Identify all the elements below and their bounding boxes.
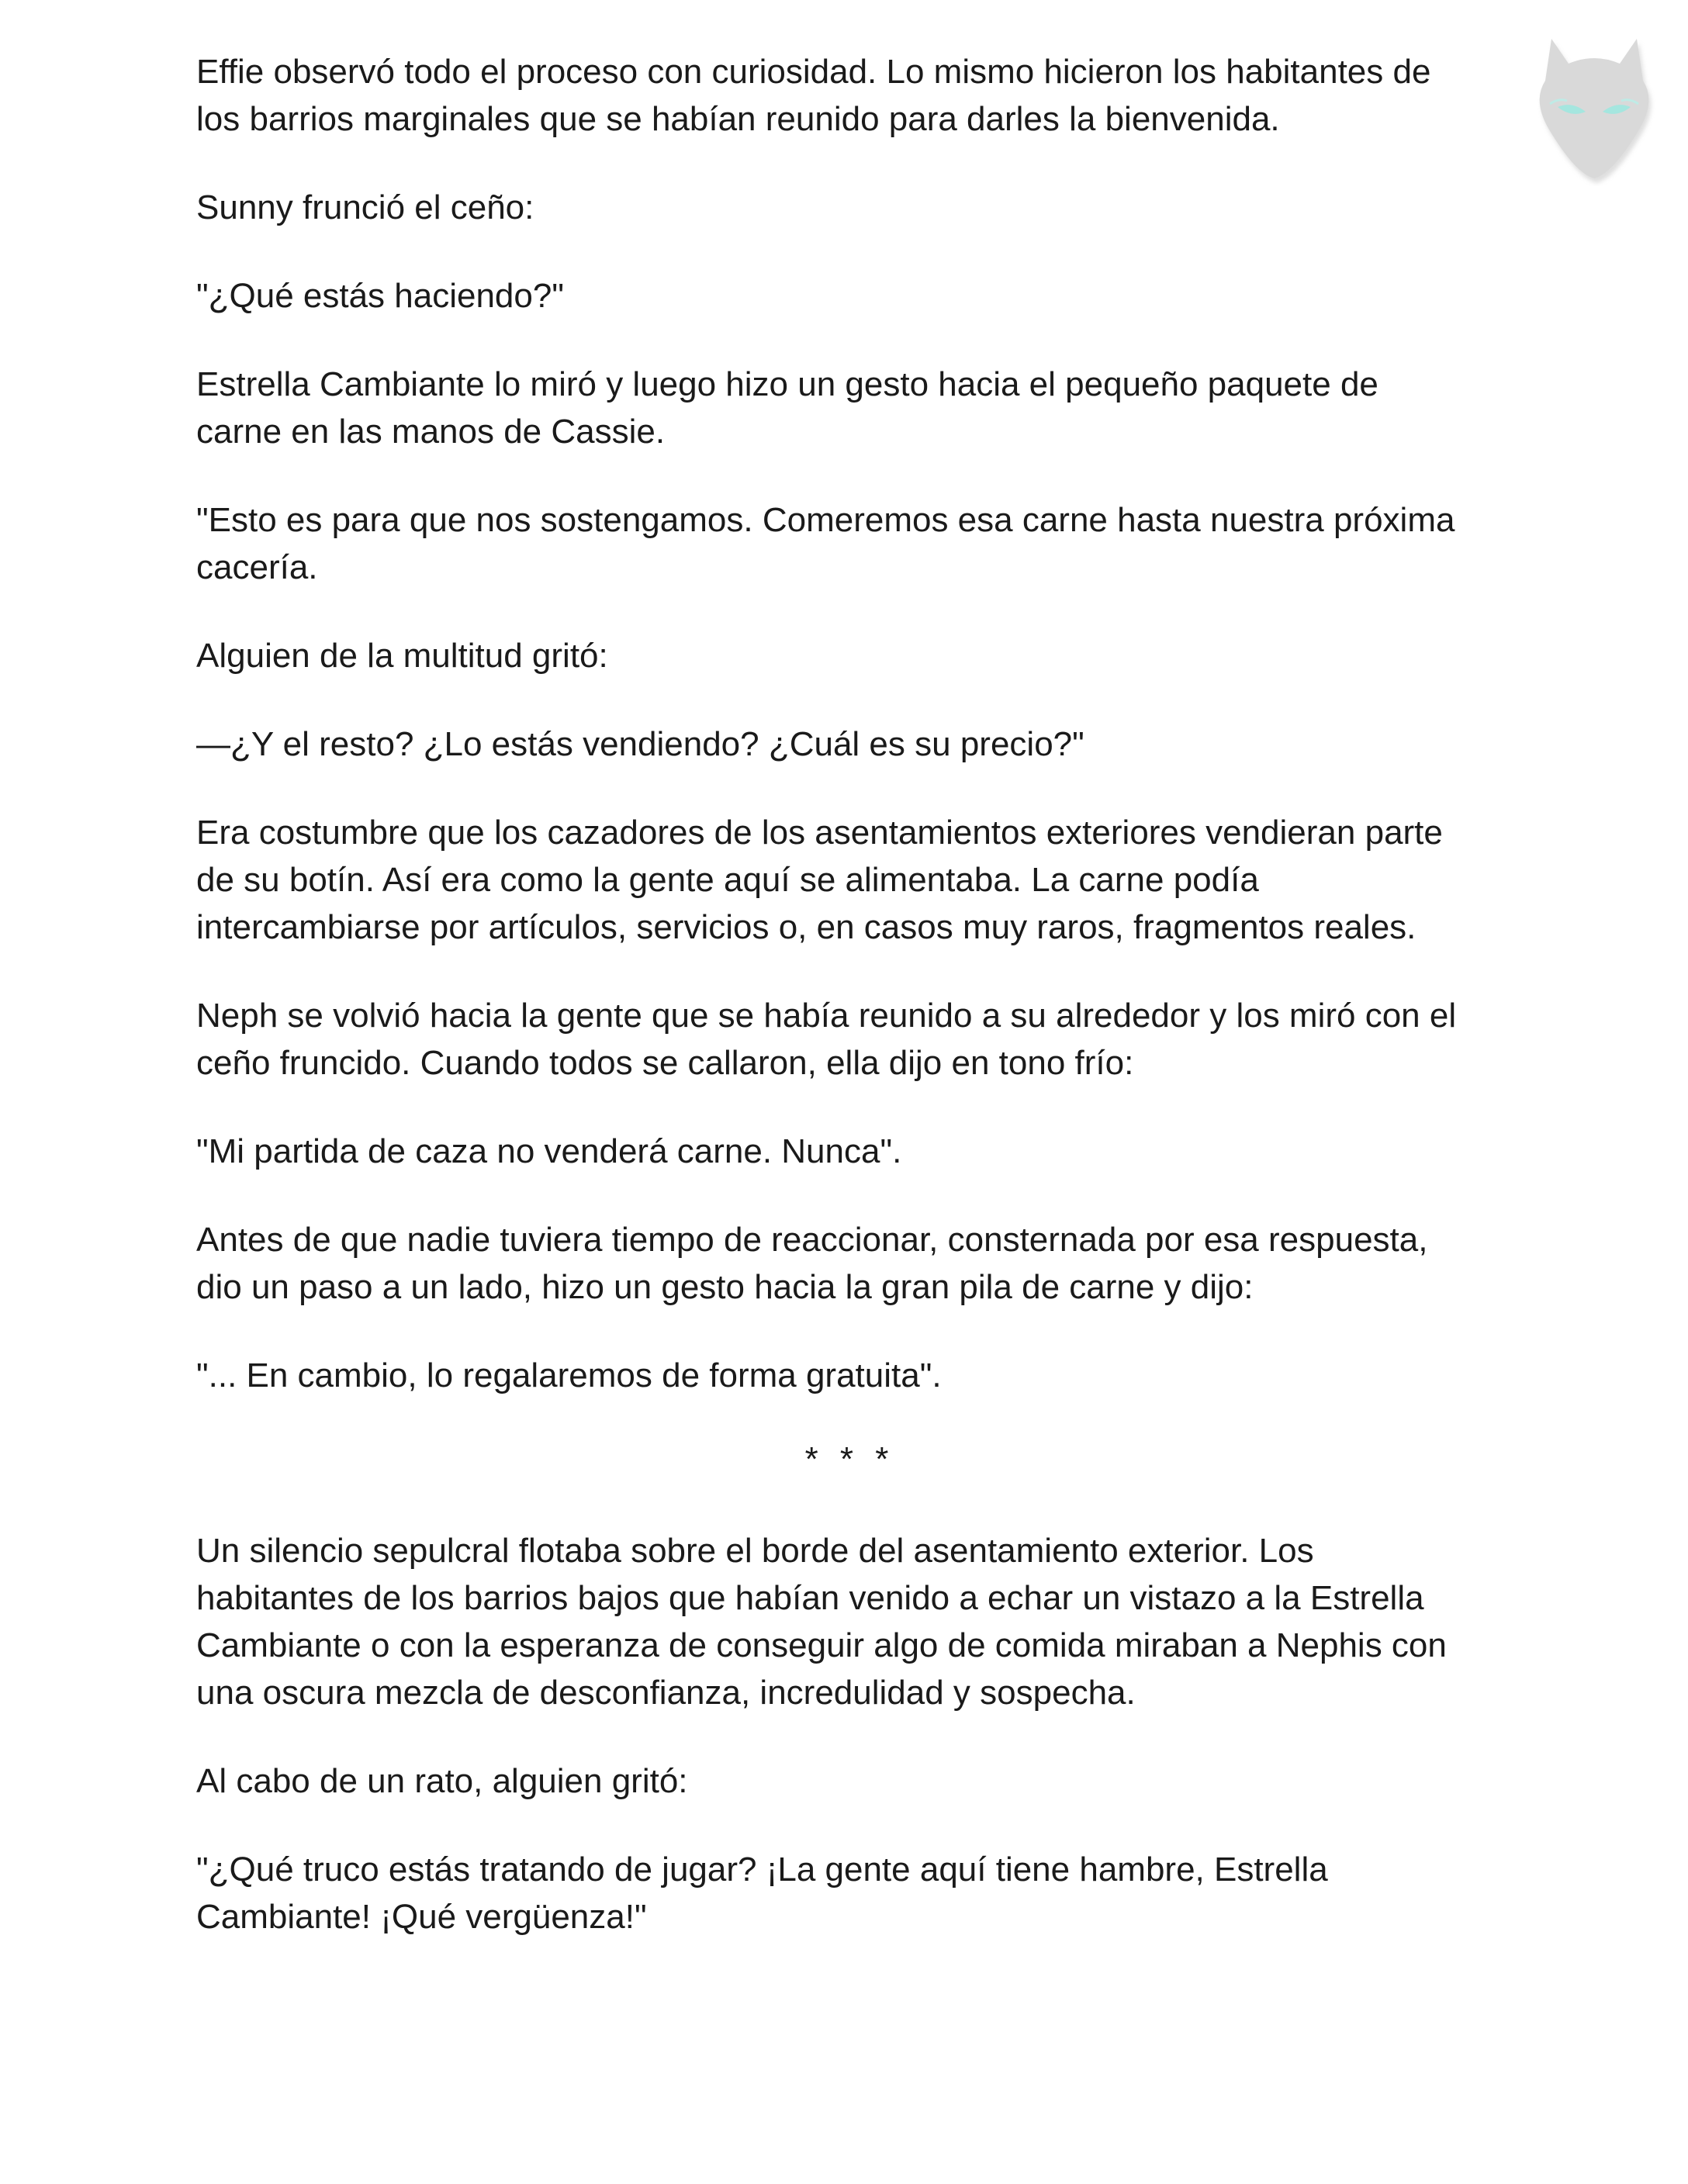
paragraph: "Esto es para que nos sostengamos. Comeremos esa carne hasta nuestra próxima cacería. xyxy=(196,501,1455,586)
paragraph: "¿Qué estás haciendo?" xyxy=(196,277,564,315)
paragraph: Estrella Cambiante lo miró y luego hizo un gesto hacia el pequeño paquete de carne en las manos de Cassie. xyxy=(196,365,1378,451)
paragraph: Un silencio sepulcral flotaba sobre el borde del asentamiento exterior. Los habitantes de los barrios bajos que habían venido a echar un vistazo a la Estrella Cambiante o con la esperanza de conseguir algo de comida miraban a Nephis con una oscura mezcla de desconfianza, incredulidad y sospecha. xyxy=(196,1532,1447,1712)
paragraph: Al cabo de un rato, alguien gritó: xyxy=(196,1762,688,1800)
demon-head-logo-icon-svg xyxy=(1520,16,1668,186)
paragraph: Era costumbre que los cazadores de los asentamientos exteriores vendieran parte de su botín. Así era como la gente aquí se alimentaba. La carne podía intercambiarse por artículos, servicios o, en casos muy raros, fragmentos reales. xyxy=(196,814,1443,946)
paragraph: Neph se volvió hacia la gente que se había reunido a su alrededor y los miró con el ceño fruncido. Cuando todos se callaron, ella dijo en tono frío: xyxy=(196,997,1457,1082)
paragraph: Antes de que nadie tuviera tiempo de reaccionar, consternada por esa respuesta, dio un paso a un lado, hizo un gesto hacia la gran pila de carne y dijo: xyxy=(196,1221,1428,1306)
paragraph: "... En cambio, lo regalaremos de forma gratuita". xyxy=(196,1356,942,1394)
chapter-text xyxy=(196,48,1468,1982)
paragraph: "¿Qué truco estás tratando de jugar? ¡La gente aquí tiene hambre, Estrella Cambiante! ¡Qué vergüenza!" xyxy=(196,1851,1328,1936)
paragraph: —¿Y el resto? ¿Lo estás vendiendo? ¿Cuál es su precio?" xyxy=(196,725,1084,763)
paragraph: "Mi partida de caza no venderá carne. Nunca". xyxy=(196,1132,902,1170)
paragraph: Effie observó todo el proceso con curiosidad. Lo mismo hicieron los habitantes de los barrios marginales que se habían reunido para darles la bienvenida. xyxy=(196,53,1431,138)
scene-separator: * * * xyxy=(804,1440,895,1478)
paragraph: Sunny frunció el ceño: xyxy=(196,188,534,226)
paragraph: Alguien de la multitud gritó: xyxy=(196,637,608,675)
demon-head-logo-icon xyxy=(1520,16,1668,186)
